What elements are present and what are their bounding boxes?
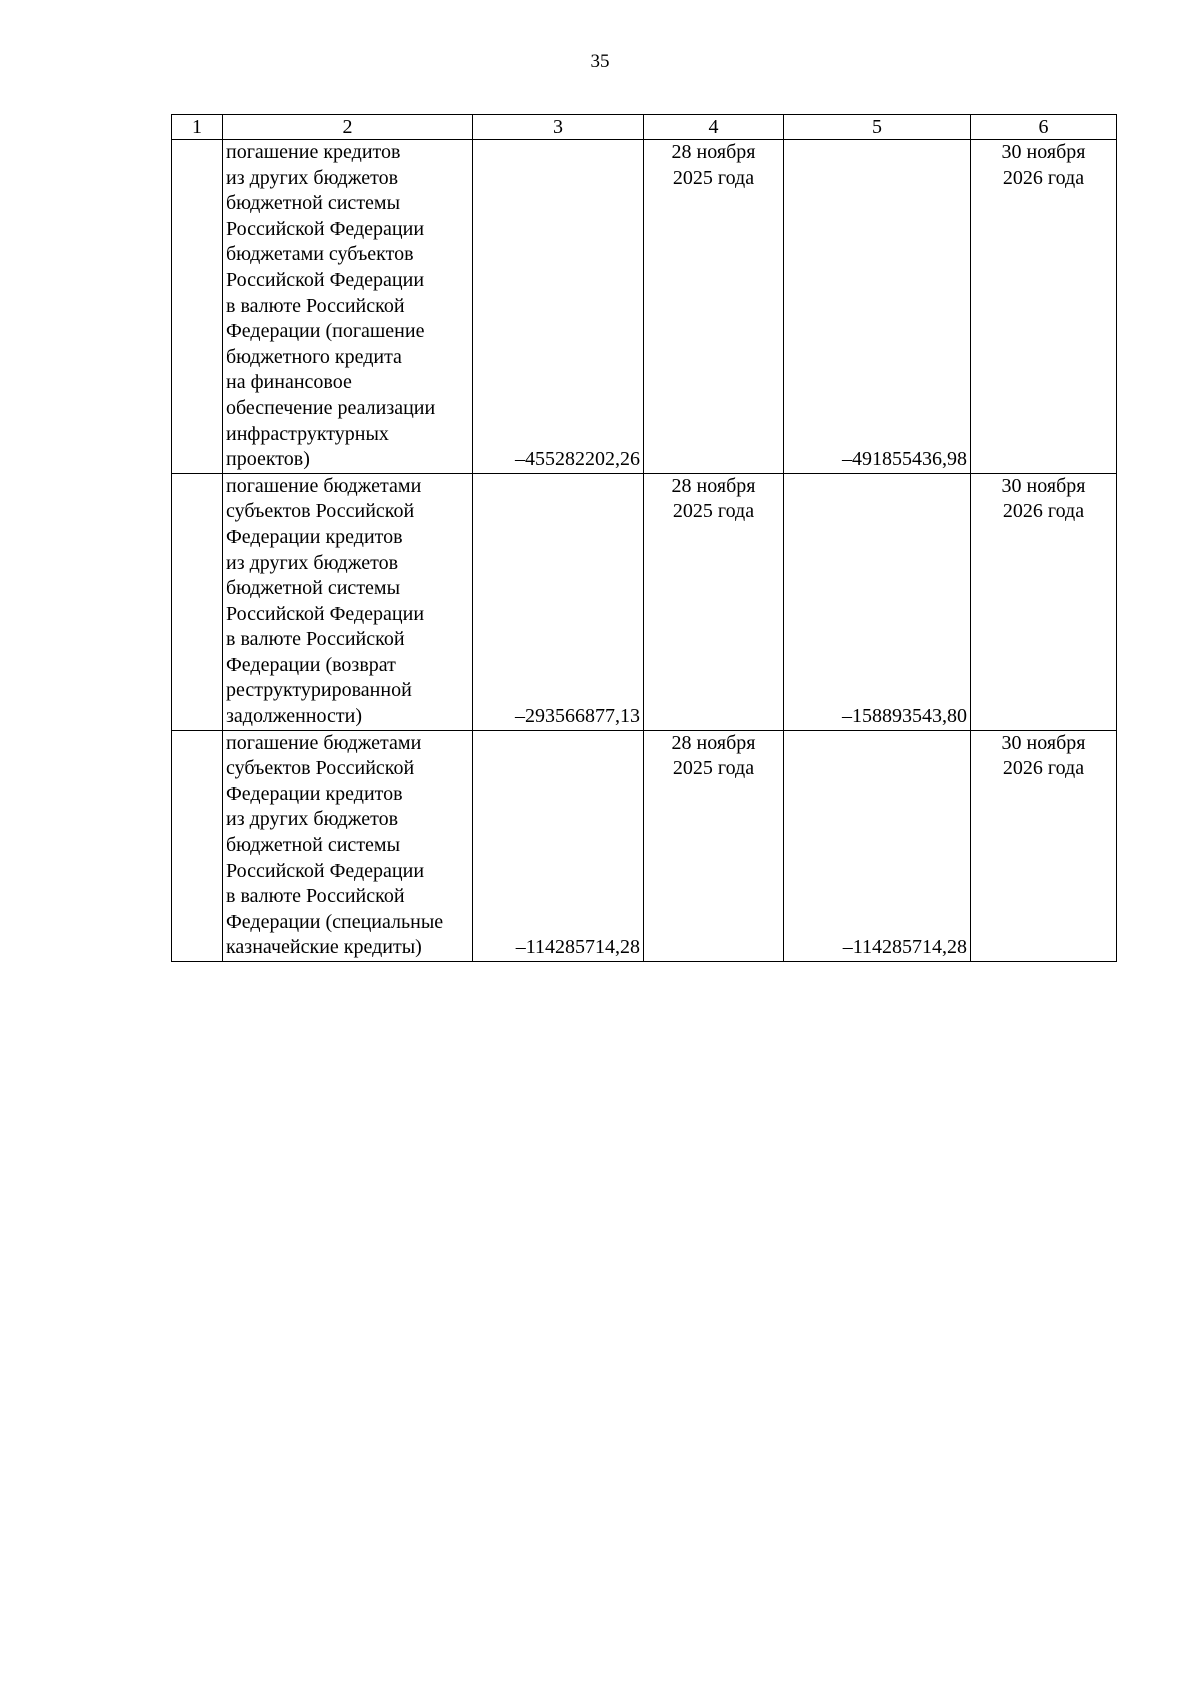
table-row bbox=[172, 140, 1117, 474]
repayment-date-cell: 30 ноября 2026 года bbox=[971, 730, 1117, 961]
column-number-header: 1 bbox=[172, 115, 223, 140]
column-number-header: 4 bbox=[644, 115, 784, 140]
repayment-date-cell: 30 ноября 2026 года bbox=[971, 140, 1117, 474]
column-number-header: 6 bbox=[971, 115, 1117, 140]
row-number-cell bbox=[172, 730, 223, 961]
repayment-date-cell: 28 ноября 2025 года bbox=[644, 473, 784, 730]
table-header-row bbox=[172, 115, 1117, 140]
amount-cell: –114285714,28 bbox=[473, 730, 644, 961]
amount-cell: –491855436,98 bbox=[784, 140, 971, 474]
column-number-header: 3 bbox=[473, 115, 644, 140]
amount-cell: –158893543,80 bbox=[784, 473, 971, 730]
column-number-header: 5 bbox=[784, 115, 971, 140]
amount-cell: –455282202,26 bbox=[473, 140, 644, 474]
amount-cell: –114285714,28 bbox=[784, 730, 971, 961]
table-row bbox=[172, 473, 1117, 730]
amount-cell: –293566877,13 bbox=[473, 473, 644, 730]
description-cell: погашение бюджетами субъектов Российской Федерации кредитов из других бюджетов бюджетной системы Российской Федерации в валюте Российской Федерации (возврат реструктурированной задолженности) bbox=[223, 473, 473, 730]
repayment-date-cell: 28 ноября 2025 года bbox=[644, 730, 784, 961]
row-number-cell bbox=[172, 473, 223, 730]
description-cell: погашение бюджетами субъектов Российской Федерации кредитов из других бюджетов бюджетной системы Российской Федерации в валюте Российской Федерации (специальные казначейские кредиты) bbox=[223, 730, 473, 961]
budget-table bbox=[171, 114, 1117, 962]
table-row bbox=[172, 730, 1117, 961]
repayment-date-cell: 28 ноября 2025 года bbox=[644, 140, 784, 474]
repayment-date-cell: 30 ноября 2026 года bbox=[971, 473, 1117, 730]
page-number: 35 bbox=[590, 51, 610, 72]
description-cell: погашение кредитов из других бюджетов бюджетной системы Российской Федерации бюджетами субъектов Российской Федерации в валюте Российской Федерации (погашение бюджетного кредита на финансовое обеспечение реализации инфраструктурных проектов) bbox=[223, 140, 473, 474]
row-number-cell bbox=[172, 140, 223, 474]
column-number-header: 2 bbox=[223, 115, 473, 140]
